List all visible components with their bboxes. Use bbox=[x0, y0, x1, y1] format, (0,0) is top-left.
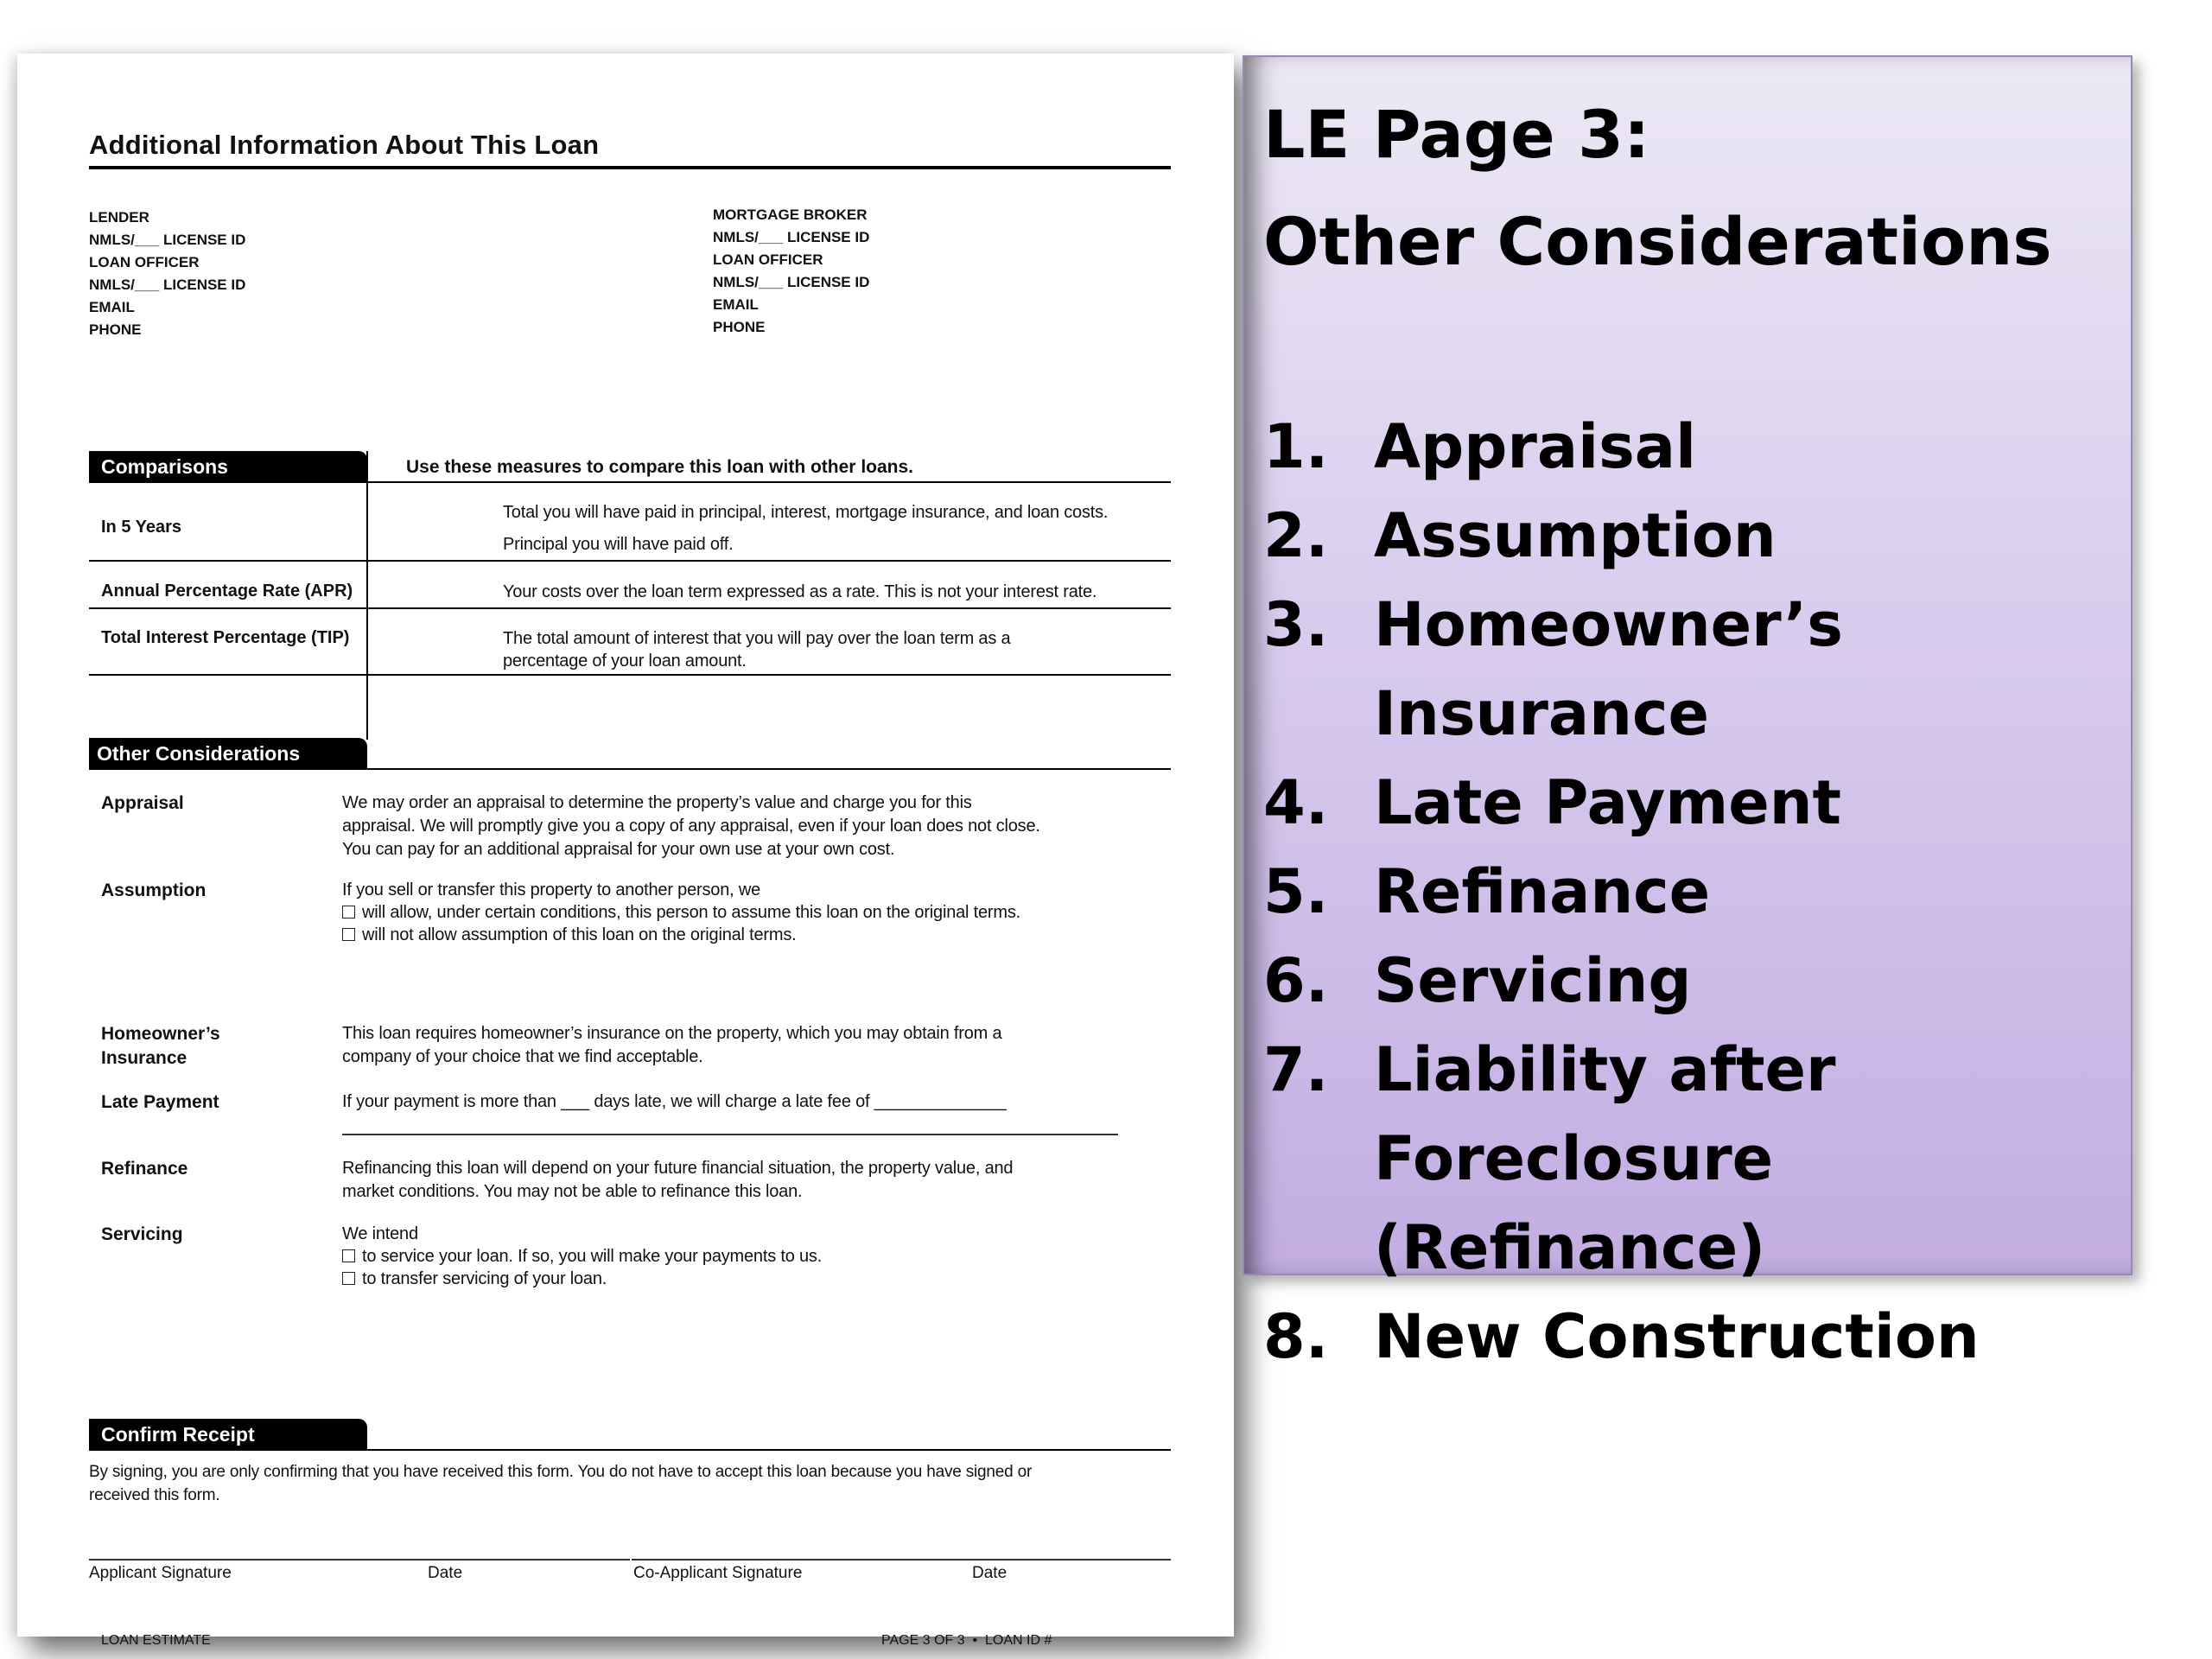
label-line: Homeowner’s bbox=[101, 1024, 220, 1044]
footer-left: LOAN ESTIMATE bbox=[101, 1633, 211, 1648]
item-number: 1. bbox=[1263, 411, 1329, 482]
lender-nmls: NMLS/___ LICENSE ID bbox=[89, 232, 246, 248]
item-text: Appraisal bbox=[1374, 411, 1697, 482]
option-text: will allow, under certain conditions, this person to assume this loan on the original terms. bbox=[362, 903, 1021, 922]
servicing-intro: We intend bbox=[342, 1224, 418, 1243]
checkbox[interactable] bbox=[342, 928, 355, 941]
comparisons-heading: Comparisons bbox=[89, 451, 367, 483]
option-text: will not allow assumption of this loan on the original terms. bbox=[362, 925, 797, 944]
broker-label: MORTGAGE BROKER bbox=[713, 207, 868, 223]
cmp-text-5-years-2: Principal you will have paid off. bbox=[503, 535, 734, 554]
assumption-option-allow bbox=[342, 901, 1020, 924]
servicing-option-service bbox=[342, 1245, 822, 1268]
item-text: Homeowner’s Insurance bbox=[1374, 589, 1843, 749]
applicant-signature-line[interactable] bbox=[89, 1559, 630, 1560]
lender-email: EMAIL bbox=[89, 299, 135, 315]
cmp-label-5-years: In 5 Years bbox=[101, 518, 182, 537]
loan-estimate-page bbox=[17, 54, 1234, 1648]
comparisons-rule bbox=[89, 481, 1171, 483]
lender-officer-nmls: NMLS/___ LICENSE ID bbox=[89, 276, 246, 293]
other-considerations-rule bbox=[89, 768, 1171, 770]
item-number: 7. bbox=[1263, 1034, 1329, 1105]
item-text: Servicing bbox=[1374, 945, 1692, 1016]
item-number: 5. bbox=[1263, 856, 1329, 927]
cmp-text-tip-2: percentage of your loan amount. bbox=[503, 652, 747, 671]
assumption-text bbox=[342, 879, 1020, 946]
late-payment-label: Late Payment bbox=[101, 1092, 219, 1112]
comparisons-divider bbox=[366, 451, 368, 740]
item-text: Refinance bbox=[1374, 856, 1711, 927]
appraisal-label: Appraisal bbox=[101, 793, 184, 813]
assumption-option-not-allow bbox=[342, 924, 1020, 946]
servicing-label: Servicing bbox=[101, 1224, 183, 1244]
homeowners-line: This loan requires homeowner’s insurance on the property, which you may obtain from a bbox=[342, 1024, 1002, 1043]
list-item bbox=[1263, 581, 2126, 759]
checkbox[interactable] bbox=[342, 906, 355, 918]
lender-block bbox=[89, 207, 245, 341]
item-text: Assumption bbox=[1374, 500, 1777, 571]
title-rule bbox=[89, 166, 1171, 169]
checkbox[interactable] bbox=[342, 1249, 355, 1262]
applicant-signature-label: Applicant Signature bbox=[89, 1564, 232, 1582]
late-payment-rule bbox=[342, 1134, 1118, 1135]
list-item bbox=[1263, 848, 2126, 937]
late-payment-text: If your payment is more than ___ days late, we will charge a late fee of ______________ bbox=[342, 1092, 1007, 1111]
homeowners-line: company of your choice that we find acceptable. bbox=[342, 1047, 703, 1066]
cmp-text-5-years-1: Total you will have paid in principal, interest, mortgage insurance, and loan costs. bbox=[503, 503, 1109, 522]
comparisons-row-rule bbox=[89, 560, 1171, 562]
item-text: Liability after Foreclosure (Refinance) bbox=[1374, 1034, 1836, 1283]
item-text: New Construction bbox=[1374, 1301, 1980, 1372]
list-item bbox=[1263, 1293, 2126, 1382]
footer-right: PAGE 3 OF 3 • LOAN ID # bbox=[881, 1633, 1052, 1648]
list-item bbox=[1263, 403, 2126, 492]
comparisons-description: Use these measures to compare this loan with other loans. bbox=[406, 457, 913, 477]
cmp-label-tip: Total Interest Percentage (TIP) bbox=[101, 628, 350, 647]
appraisal-line: appraisal. We will promptly give you a copy of any appraisal, even if your loan does not close. bbox=[342, 817, 1040, 836]
lender-label: LENDER bbox=[89, 209, 149, 226]
comparisons-bottom-rule bbox=[89, 674, 1171, 676]
broker-phone: PHONE bbox=[713, 319, 766, 335]
option-text: to service your loan. If so, you will make your payments to us. bbox=[362, 1247, 823, 1266]
item-number: 6. bbox=[1263, 945, 1329, 1016]
item-number: 3. bbox=[1263, 589, 1329, 660]
panel-title bbox=[1263, 81, 2052, 296]
homeowners-insurance-text bbox=[342, 1022, 1001, 1069]
confirm-line: By signing, you are only confirming that you have received this form. You do not have to accept this loan because you have signed or bbox=[89, 1463, 1033, 1481]
broker-email: EMAIL bbox=[713, 296, 759, 313]
broker-loan-officer: LOAN OFFICER bbox=[713, 251, 823, 268]
refinance-text bbox=[342, 1157, 1013, 1204]
co-applicant-signature-label: Co-Applicant Signature bbox=[633, 1564, 803, 1582]
document-title: Additional Information About This Loan bbox=[89, 130, 600, 160]
confirm-receipt-heading: Confirm Receipt bbox=[89, 1419, 367, 1451]
list-item bbox=[1263, 759, 2126, 848]
cmp-text-tip-1: The total amount of interest that you will pay over the loan term as a bbox=[503, 629, 1011, 648]
label-line: Insurance bbox=[101, 1048, 188, 1068]
panel-title-line1: LE Page 3: bbox=[1263, 96, 1650, 173]
list-item bbox=[1263, 492, 2126, 581]
confirm-receipt-rule bbox=[89, 1449, 1171, 1451]
option-text: to transfer servicing of your loan. bbox=[362, 1269, 607, 1288]
refinance-line: market conditions. You may not be able to refinance this loan. bbox=[342, 1182, 803, 1201]
broker-block bbox=[713, 204, 869, 339]
item-number: 8. bbox=[1263, 1301, 1329, 1372]
homeowners-insurance-label bbox=[101, 1022, 220, 1071]
appraisal-text bbox=[342, 791, 1040, 861]
servicing-text bbox=[342, 1223, 822, 1290]
refinance-line: Refinancing this loan will depend on your future financial situation, the property value, and bbox=[342, 1159, 1014, 1178]
panel-title-line2: Other Considerations bbox=[1263, 203, 2052, 280]
confirm-line: received this form. bbox=[89, 1486, 220, 1504]
assumption-label: Assumption bbox=[101, 880, 207, 900]
confirm-receipt-text bbox=[89, 1460, 1032, 1507]
checkbox[interactable] bbox=[342, 1272, 355, 1285]
other-considerations-heading: Other Considerations bbox=[89, 738, 367, 770]
applicant-date-label: Date bbox=[428, 1564, 463, 1582]
cmp-label-apr: Annual Percentage Rate (APR) bbox=[101, 582, 353, 601]
list-item bbox=[1263, 937, 2126, 1026]
co-applicant-signature-line[interactable] bbox=[632, 1559, 1171, 1560]
item-number: 2. bbox=[1263, 500, 1329, 571]
item-number: 4. bbox=[1263, 767, 1329, 838]
assumption-intro: If you sell or transfer this property to another person, we bbox=[342, 880, 761, 899]
servicing-option-transfer bbox=[342, 1268, 822, 1290]
appraisal-line: You can pay for an additional appraisal for your own use at your own cost. bbox=[342, 840, 895, 859]
item-text: Late Payment bbox=[1374, 767, 1841, 838]
lender-phone: PHONE bbox=[89, 321, 142, 338]
appraisal-line: We may order an appraisal to determine the property’s value and charge you for this bbox=[342, 793, 972, 812]
summary-panel bbox=[1243, 55, 2133, 1372]
co-applicant-date-label: Date bbox=[972, 1564, 1007, 1582]
considerations-list bbox=[1263, 403, 2126, 1382]
comparisons-row-rule bbox=[89, 607, 1171, 609]
cmp-text-apr: Your costs over the loan term expressed as a rate. This is not your interest rate. bbox=[503, 582, 1097, 601]
list-item bbox=[1263, 1026, 2126, 1293]
broker-officer-nmls: NMLS/___ LICENSE ID bbox=[713, 274, 870, 290]
lender-loan-officer: LOAN OFFICER bbox=[89, 254, 200, 270]
broker-nmls: NMLS/___ LICENSE ID bbox=[713, 229, 870, 245]
refinance-label: Refinance bbox=[101, 1159, 188, 1179]
